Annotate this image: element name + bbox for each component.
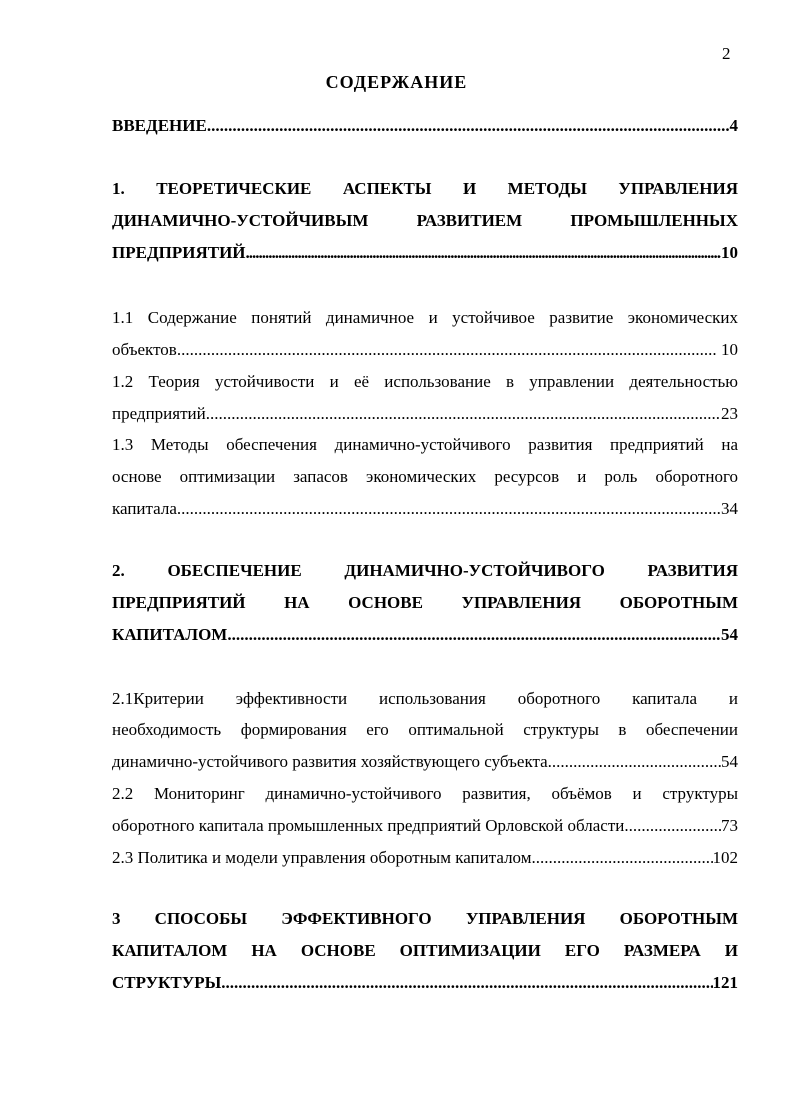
toc-chapter-2-line-3[interactable]: [112, 619, 738, 651]
toc-entry-label: оборотного капитала промышленных предприятий Орловской области: [112, 816, 625, 835]
toc-page-number: 102: [712, 848, 738, 867]
toc-leader-dots: [177, 493, 721, 525]
toc-page-number: 73: [721, 816, 738, 835]
toc-section-2-1-line-1[interactable]: 2.1Критерии эффективности использования оборотного капитала и: [112, 689, 738, 708]
toc-leader-dots: [206, 398, 721, 430]
toc-section-1-2-line-1[interactable]: 1.2 Теория устойчивости и её использование в управлении деятельностью: [112, 372, 738, 391]
toc-section-2-2-line-1[interactable]: 2.2 Мониторинг динамично-устойчивого развития, объёмов и структуры: [112, 784, 738, 803]
toc-section-1-2-line-2[interactable]: [112, 398, 738, 430]
toc-entry-intro[interactable]: [112, 110, 738, 142]
toc-leader-dots: [207, 110, 730, 142]
toc-page-number: 121: [712, 973, 738, 992]
toc-chapter-1-line-1[interactable]: 1. ТЕОРЕТИЧЕСКИЕ АСПЕКТЫ И МЕТОДЫ УПРАВЛЕНИЯ: [112, 179, 738, 198]
toc-page-number: 34: [721, 499, 738, 518]
toc-page-number: 10: [716, 340, 738, 359]
page-title: СОДЕРЖАНИЕ: [325, 72, 468, 92]
toc-entry-label: капитала: [112, 499, 177, 518]
toc-leader-dots: [532, 842, 713, 874]
toc-page-number: 23: [721, 404, 738, 423]
toc-section-2-1-line-2[interactable]: необходимость формирования его оптимальной структуры в обеспечении: [112, 720, 738, 739]
toc-entry-label: объектов: [112, 340, 177, 359]
toc-leader-dots: [221, 967, 712, 999]
toc-entry-label: ПРЕДПРИЯТИЙ: [112, 243, 246, 262]
toc-leader-dots: [624, 810, 721, 842]
toc-section-1-3-line-2[interactable]: основе оптимизации запасов экономических ресурсов и роль оборотного: [112, 467, 738, 486]
toc-chapter-3-line-2[interactable]: КАПИТАЛОМ НА ОСНОВЕ ОПТИМИЗАЦИИ ЕГО РАЗМЕРА И: [112, 941, 738, 960]
toc-chapter-3-line-3[interactable]: [112, 967, 738, 999]
toc-page-number: 54: [721, 752, 738, 771]
toc-entry-label: предприятий: [112, 404, 206, 423]
toc-page-number: 54: [721, 625, 738, 644]
toc-section-1-1-line-1[interactable]: 1.1 Содержание понятий динамичное и устойчивое развитие экономических: [112, 308, 738, 327]
page-number: 2: [722, 44, 731, 63]
toc-leader-dots: [246, 237, 721, 269]
toc-entry-label: ВВЕДЕНИЕ: [112, 116, 207, 135]
toc-section-2-2-line-2[interactable]: [112, 810, 738, 842]
toc-entry-label: 2.3 Политика и модели управления оборотным капиталом: [112, 848, 532, 867]
toc-section-1-1-line-2[interactable]: [112, 334, 738, 366]
toc-page-number: 10: [721, 243, 738, 262]
toc-section-1-3-line-1[interactable]: 1.3 Методы обеспечения динамично-устойчивого развития предприятий на: [112, 435, 738, 454]
toc-chapter-2-line-2[interactable]: ПРЕДПРИЯТИЙ НА ОСНОВЕ УПРАВЛЕНИЯ ОБОРОТНЫМ: [112, 593, 738, 612]
toc-chapter-1-line-2[interactable]: ДИНАМИЧНО-УСТОЙЧИВЫМ РАЗВИТИЕМ ПРОМЫШЛЕННЫХ: [112, 211, 738, 230]
toc-entry-label: динамично-устойчивого развития хозяйствующего субъекта: [112, 752, 548, 771]
toc-section-2-3-line-1[interactable]: [112, 842, 738, 874]
toc-leader-dots: [227, 619, 721, 651]
toc-leader-dots: [548, 746, 721, 778]
toc-entry-label: КАПИТАЛОМ: [112, 625, 228, 644]
toc-section-1-3-line-3[interactable]: [112, 493, 738, 525]
toc-chapter-3-line-1[interactable]: 3 СПОСОБЫ ЭФФЕКТИВНОГО УПРАВЛЕНИЯ ОБОРОТНЫМ: [112, 909, 738, 928]
toc-leader-dots: [177, 334, 717, 366]
toc-chapter-1-line-3[interactable]: [112, 237, 738, 269]
toc-section-2-1-line-3[interactable]: [112, 746, 738, 778]
toc-entry-label: СТРУКТУРЫ: [112, 973, 222, 992]
toc-page-number: 4: [729, 116, 738, 135]
toc-chapter-2-line-1[interactable]: 2. ОБЕСПЕЧЕНИЕ ДИНАМИЧНО-УСТОЙЧИВОГО РАЗВИТИЯ: [112, 561, 738, 580]
